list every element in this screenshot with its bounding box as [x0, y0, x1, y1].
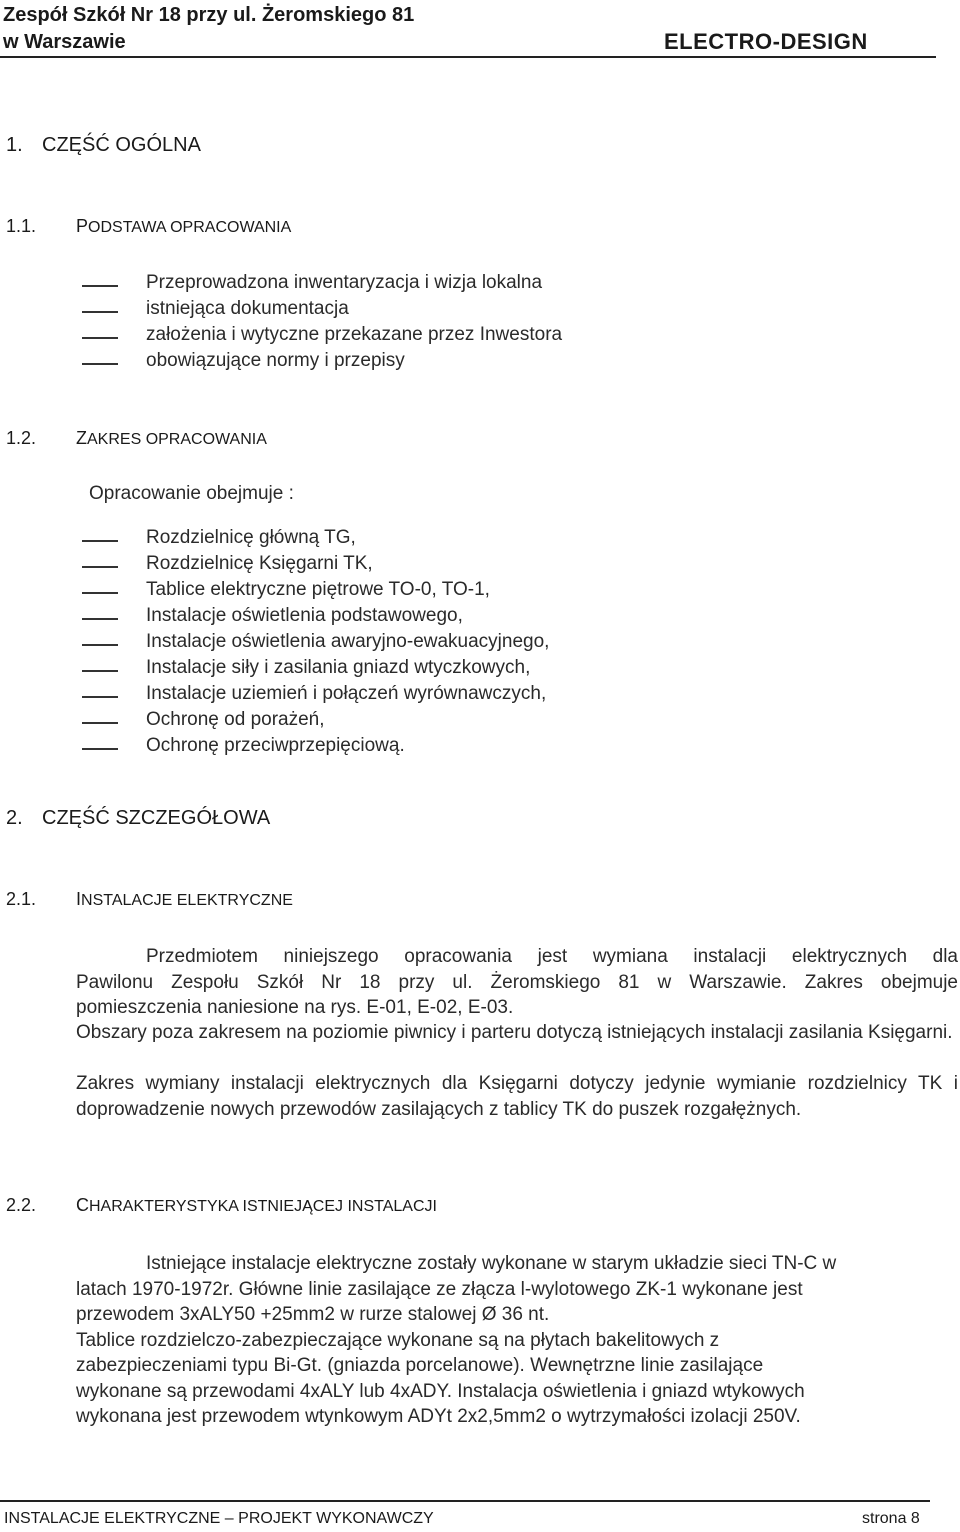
subsection-1-1-title-initial: P — [76, 216, 89, 236]
section2-heading — [6, 807, 270, 830]
scope-intro: Opracowanie obejmuje : — [89, 483, 294, 504]
list-dash — [82, 540, 118, 542]
list-item: Rozdzielnicę główną TG, — [146, 527, 356, 548]
subsection-1-1-number: 1.1. — [6, 216, 37, 236]
list-item: obowiązujące normy i przepisy — [146, 350, 405, 371]
list-item: założenia i wytyczne przekazane przez Inwestora — [146, 324, 563, 345]
list-dash — [82, 337, 118, 339]
list-dash — [82, 592, 118, 594]
paragraph-2-1-a — [76, 944, 958, 1021]
section1-title: CZĘŚĆ OGÓLNA — [42, 134, 201, 156]
list-item: Instalacje siły i zasilania gniazd wtyczkowych, — [146, 657, 531, 678]
subsection-2-2-title-initial: C — [76, 1195, 89, 1215]
section1-heading — [6, 134, 201, 157]
list-dash — [82, 566, 118, 568]
section2-title: CZĘŚĆ SZCZEGÓŁOWA — [42, 807, 271, 829]
list-item: Ochronę przeciwprzepięciową. — [146, 735, 405, 756]
subsection-1-1-title-rest: ODSTAWA OPRACOWANIA — [88, 219, 292, 236]
footer-page-number: strona 8 — [862, 1510, 920, 1527]
list-dash — [82, 670, 118, 672]
paragraph-line: wykonane są przewodami 4xALY lub 4xADY. Instalacja oświetlenia i gniazd wtykowych — [76, 1380, 805, 1402]
list-item: Instalacje oświetlenia awaryjno-ewakuacyjnego, — [146, 631, 550, 652]
header-school-line1: Zespół Szkół Nr 18 przy ul. Żeromskiego 81 — [3, 4, 415, 26]
subsection-2-1-title-initial: I — [76, 889, 82, 909]
header-school-line2: w Warszawie — [3, 31, 126, 53]
section1-number: 1. — [6, 134, 23, 156]
list-dash — [82, 618, 118, 620]
list-dash — [82, 285, 118, 287]
paragraph-line: pomieszczenia naniesione na rys. E-01, E-02, E-03. — [76, 997, 514, 1018]
header-company: ELECTRO-DESIGN — [664, 29, 868, 54]
header-rule — [0, 56, 936, 58]
paragraph-line: Istniejące instalacje elektryczne zostały wykonane w starym układzie sieci TN-C w — [146, 1253, 837, 1274]
list-dash — [82, 748, 118, 750]
list-item: Ochronę od porażeń, — [146, 709, 325, 730]
subsection-1-2-title-initial: Z — [76, 428, 87, 448]
list-dash — [82, 644, 118, 646]
list-item: istniejąca dokumentacja — [146, 298, 349, 319]
list-item: Tablice elektryczne piętrowe TO-0, TO-1, — [146, 579, 490, 600]
paragraph-line: Przedmiotem niniejszego opracowania jest wymiana instalacji elektrycznych dla — [146, 946, 958, 967]
section2-number: 2. — [6, 807, 23, 829]
subsection-2-1-number: 2.1. — [6, 889, 37, 909]
subsection-2-2-number: 2.2. — [6, 1195, 37, 1215]
paragraph-2-1-c: Zakres wymiany instalacji elektrycznych dla Księgarni dotyczy jedynie wymianie rozdzielnicy TK i doprowadzenie nowych przewodów zasilających z tablicy TK do puszek rozgałężnych. — [76, 1073, 958, 1120]
subsection-2-2-title-rest: HARAKTERYSTYKA ISTNIEJĄCEJ INSTALACJI — [89, 1198, 437, 1215]
paragraph-line: przewodem 3xALY50 +25mm2 w rurze stalowej Ø 36 nt. — [76, 1304, 550, 1325]
list-dash — [82, 696, 118, 698]
paragraph-2-1-b: Obszary poza zakresem na poziomie piwnicy i parteru dotyczą istniejących instalacji zasilania Księgarni. — [76, 1022, 953, 1043]
subsection-1-2-number: 1.2. — [6, 428, 37, 448]
paragraph-line: latach 1970-1972r. Główne linie zasilające ze złącza l-wylotowego ZK-1 wykonane jest — [76, 1278, 803, 1300]
footer-left: INSTALACJE ELEKTRYCZNE – PROJEKT WYKONAWCZY — [4, 1510, 434, 1527]
subsection-1-2-title-rest: AKRES OPRACOWANIA — [87, 431, 267, 448]
paragraph-line: Tablice rozdzielczo-zabezpieczające wykonane są na płytach bakelitowych z — [76, 1329, 720, 1351]
list-item: Rozdzielnicę Księgarni TK, — [146, 553, 373, 574]
list-dash — [82, 363, 118, 365]
list-dash — [82, 722, 118, 724]
subsection-2-1-title-rest: NSTALACJE ELEKTRYCZNE — [81, 892, 293, 909]
list-dash — [82, 311, 118, 313]
paragraph-line: Pawilonu Zespołu Szkół Nr 18 przy ul. Żeromskiego 81 w Warszawie. Zakres obejmuje — [76, 971, 958, 993]
list-item: Instalacje oświetlenia podstawowego, — [146, 605, 463, 626]
paragraph-line: zabezpieczeniami typu Bi-Gt. (gniazda porcelanowe). Wewnętrzne linie zasilające — [76, 1355, 764, 1376]
footer-rule — [0, 1500, 930, 1502]
list-item: Instalacje uziemień i połączeń wyrównawczych, — [146, 683, 547, 704]
paragraph-2-2 — [76, 1251, 956, 1430]
list-item: Przeprowadzona inwentaryzacja i wizja lokalna — [146, 272, 543, 293]
paragraph-line: wykonana jest przewodem wtynkowym ADYt 2x2,5mm2 o wytrzymałości izolacji 250V. — [76, 1406, 801, 1427]
